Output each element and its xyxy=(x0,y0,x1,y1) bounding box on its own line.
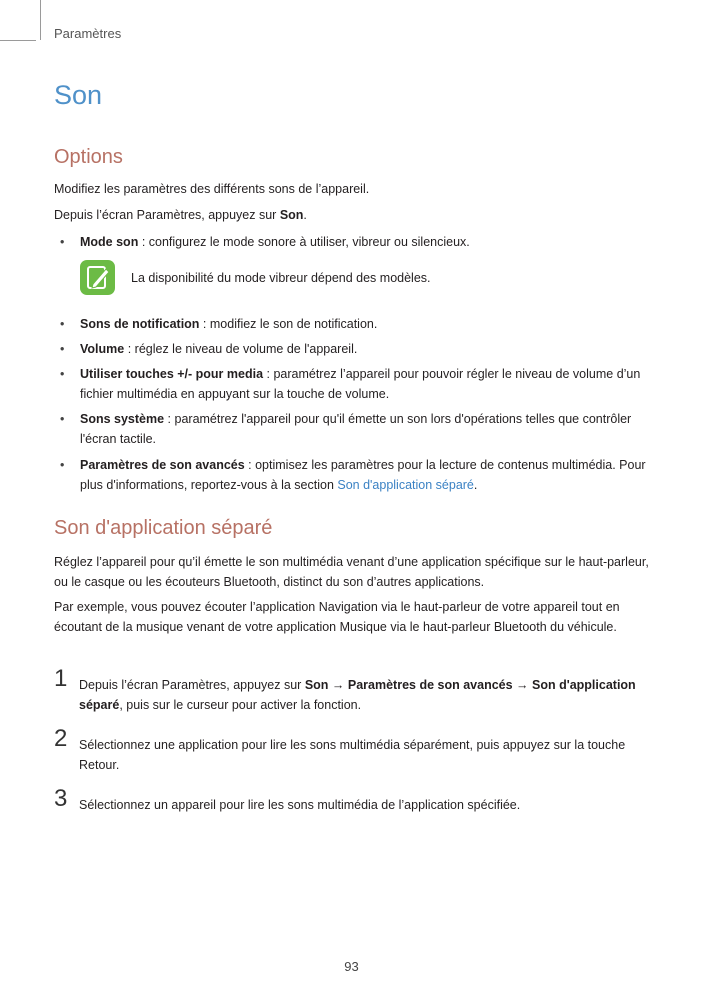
bullet-sons-notification: • Sons de notification : modifiez le son de notification. xyxy=(60,317,378,331)
step-number: 2 xyxy=(54,725,68,752)
separate-para-1: Réglez l’appareil pour qu’il émette le son multimédia venant d’une application spécifique sur le haut-parleur, ou le casque ou les écouteurs Bluetooth, distinct du son d’autres applications. xyxy=(54,555,649,589)
options-instruction: Depuis l’écran Paramètres, appuyez sur Son. xyxy=(54,208,307,222)
bullet-sons-systeme: • Sons système : paramétrez l'appareil pour qu'il émette un son lors d'opérations telles que contrôler l'écran tactile. xyxy=(60,412,632,446)
son-term: Son xyxy=(279,208,304,222)
note-text: La disponibilité du mode vibreur dépend des modèles. xyxy=(131,271,431,285)
note-pencil-icon xyxy=(80,260,115,295)
bullet-mode-son: • Mode son : configurez le mode sonore à utiliser, vibreur ou silencieux. xyxy=(60,235,470,249)
step-number: 3 xyxy=(54,785,68,812)
running-head: Paramètres xyxy=(54,26,122,41)
separate-para-2: Par exemple, vous pouvez écouter l’application Navigation via le haut-parleur de votre appareil tout en écoutant de la musique venant de votre application Musique via le haut-parleur Bluetooth du véhicule. xyxy=(54,600,620,634)
crop-mark-horizontal xyxy=(0,40,36,41)
step-1: 1 Depuis l’écran Paramètres, appuyez sur Son → Paramètres de son avancés → Son d'application séparé, puis sur le curseur pour activer la fonction. xyxy=(54,665,636,712)
page-number: 93 xyxy=(344,959,359,974)
bullet-volume: • Volume : réglez le niveau de volume de l'appareil. xyxy=(60,342,358,356)
options-intro: Modifiez les paramètres des différents sons de l’appareil. xyxy=(54,182,370,196)
step-2: 2 Sélectionnez une application pour lire les sons multimédia séparément, puis appuyez sur la touche Retour. xyxy=(54,725,626,772)
page-title: Son xyxy=(54,80,103,110)
options-heading: Options xyxy=(54,146,123,168)
step-3: 3 Sélectionnez un appareil pour lire les sons multimédia de l’application spécifiée. xyxy=(54,785,521,812)
separate-heading: Son d'application séparé xyxy=(54,517,273,539)
step-number: 1 xyxy=(54,665,68,692)
crop-mark-vertical xyxy=(40,0,41,40)
bullet-touches-media: • Utiliser touches +/- pour media : paramétrez l’appareil pour pouvoir régler le niveau de volume d’un fichier multimédia en appuyant sur la touche de volume. xyxy=(60,367,641,401)
bullet-parametres-avances: • Paramètres de son avancés : optimisez les paramètres pour la lecture de contenus multimédia. Pour plus d'informations, reportez-vous à la section Son d'application séparé. xyxy=(60,458,646,492)
section-link[interactable]: Son d'application séparé xyxy=(337,478,474,492)
